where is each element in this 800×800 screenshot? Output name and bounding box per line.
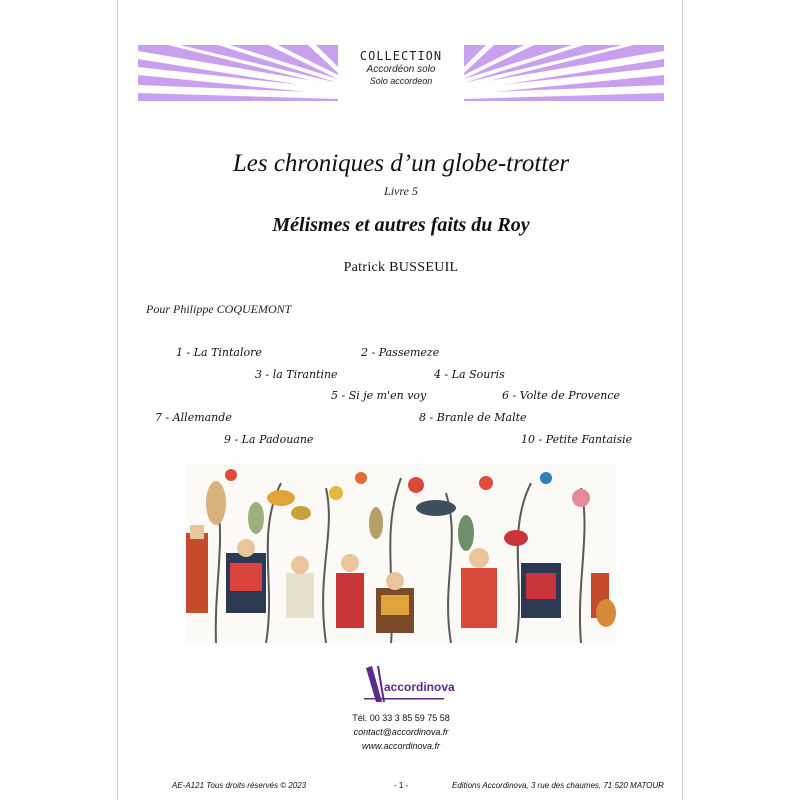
piece-item: 2 - Passemeze [361, 346, 440, 359]
contact-phone: Tél. 00 33 3 85 59 75 58 [352, 713, 450, 723]
volume-label: Livre 5 [384, 184, 418, 198]
collection-label-box [338, 45, 464, 101]
collection-banner [138, 45, 664, 101]
page-title: Les chroniques d’un globe-trotter [232, 150, 570, 177]
collection-label: COLLECTION [359, 49, 443, 63]
piece-item: 1 - La Tintalore [176, 346, 262, 359]
subtitle: Mélismes et autres faits du Roy [272, 214, 530, 236]
score-cover-page [117, 0, 683, 800]
page-number: - 1 - [394, 781, 409, 790]
piece-item: 7 - Allemande [155, 411, 232, 424]
dedication: Pour Philippe COQUEMONT [146, 302, 292, 316]
piece-item: 5 - Si je m'en voy [331, 389, 427, 402]
cover-illustration [186, 463, 616, 643]
piece-item: 9 - La Padouane [224, 433, 314, 446]
piece-item: 3 - la Tirantine [255, 368, 338, 381]
contact-email[interactable]: contact@accordinova.fr [353, 727, 449, 737]
footer-reference: AE-A121 Tous droits réservés © 2023 [172, 781, 307, 790]
publisher-logo-text: accordinova [384, 680, 455, 694]
collection-line-2: Solo accordeon [369, 76, 433, 86]
footer-publisher-address: Editions Accordinova, 3 rue des chaumes, 71 520 MATOUR [452, 781, 664, 790]
collection-line-1: Accordéon solo [366, 64, 436, 75]
publisher-logo [358, 662, 455, 707]
contact-website[interactable]: www.accordinova.fr [361, 741, 441, 751]
folk-musicians-illustration [186, 463, 616, 643]
piece-item: 8 - Branle de Malte [419, 411, 527, 424]
piece-item: 6 - Volte de Provence [502, 389, 621, 402]
piece-item: 10 - Petite Fantaisie [521, 433, 633, 446]
author: Patrick BUSSEUIL [343, 260, 459, 275]
piece-item: 4 - La Souris [434, 368, 505, 381]
